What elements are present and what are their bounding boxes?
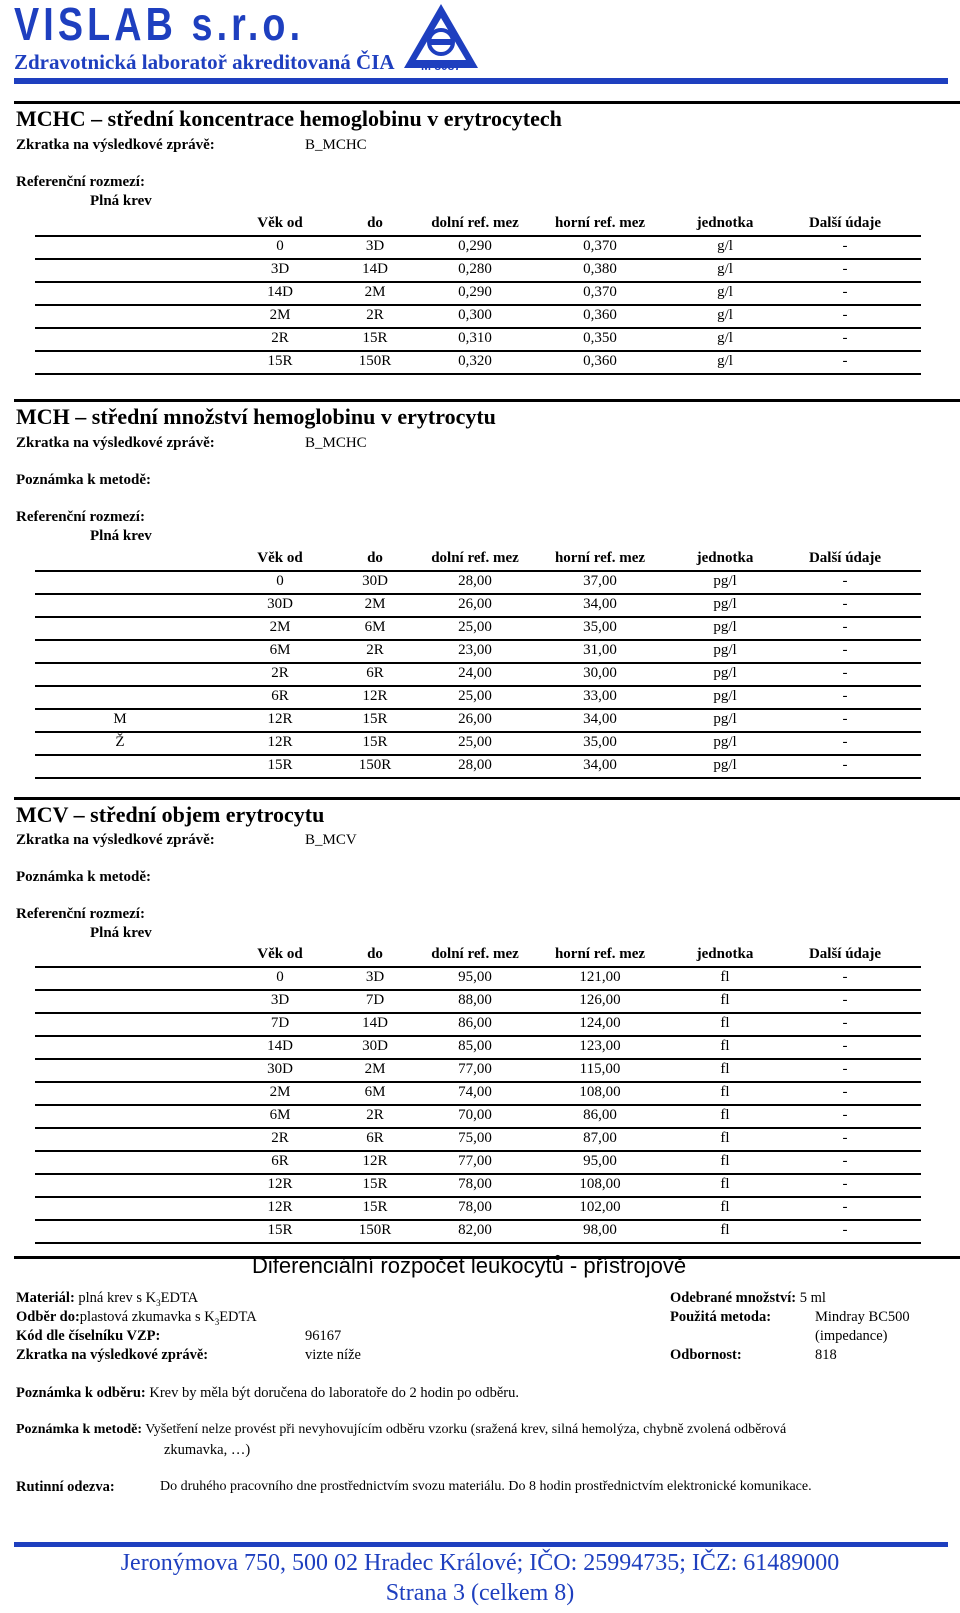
diff-collection-note-text: Krev by měla být doručena do laboratoře do 2 hodin po odběru. (149, 1385, 519, 1401)
table-row (35, 1129, 921, 1152)
table-cell: 0 (276, 238, 284, 254)
table-cell: 0,360 (583, 353, 617, 369)
table-cell: 34,00 (583, 757, 617, 773)
table-cell: 2M (364, 1061, 386, 1077)
column-header: Věk od (257, 215, 303, 231)
table-cell: 126,00 (579, 992, 621, 1008)
mch-title: MCH – střední množství hemoglobinu v erytrocytu (16, 404, 496, 429)
footer-page-number: Strana 3 (celkem 8) (385, 1580, 575, 1606)
table-cell: - (842, 330, 848, 346)
table-cell: g/l (717, 238, 733, 254)
diff-method-note (16, 1422, 786, 1438)
table-cell: 15R (362, 1176, 388, 1192)
diff-collection-value: plastová zkumavka s $K_3EDTA$ (79, 1309, 257, 1327)
table-cell: 15R (267, 1222, 293, 1238)
table-cell: - (842, 619, 848, 635)
diff-abbr-value: vizte níže (305, 1347, 361, 1363)
table-cell: pg/l (713, 734, 737, 750)
table-cell: - (842, 284, 848, 300)
table-cell: 88,00 (458, 992, 492, 1008)
diff-method-value-2: (impedance) (815, 1328, 888, 1344)
table-cell: pg/l (713, 688, 737, 704)
table-cell: fl (720, 969, 730, 985)
table-cell: fl (720, 1061, 730, 1077)
table-cell: 0,320 (458, 353, 492, 369)
table-cell: fl (720, 1176, 730, 1192)
column-header: Další údaje (808, 550, 882, 566)
table-row (35, 595, 921, 618)
table-row (35, 352, 921, 375)
diff-amount (670, 1290, 826, 1307)
table-cell: 0,300 (458, 307, 492, 323)
accreditation-code: M 8087 (421, 59, 462, 73)
table-cell: 2R (366, 307, 384, 323)
footer-address: Jeronýmova 750, 500 02 Hradec Králové; IČO: 25994735; IČZ: 61489000 (120, 1550, 840, 1576)
table-cell: fl (720, 1153, 730, 1169)
mcv-ref-table (35, 945, 921, 1244)
table-cell: 0 (276, 573, 284, 589)
table-cell: - (842, 665, 848, 681)
table-cell: 14D (267, 1038, 293, 1054)
table-cell: - (842, 992, 848, 1008)
column-header: horní ref. mez (554, 946, 646, 962)
table-cell: pg/l (713, 619, 737, 635)
table-cell: 12R (362, 688, 388, 704)
table-cell: 6R (271, 1153, 289, 1169)
table-cell: fl (720, 1015, 730, 1031)
diff-collection-note (16, 1385, 519, 1402)
table-cell: 95,00 (458, 969, 492, 985)
diff-code-label: Kód dle číselníku VZP: (16, 1328, 161, 1344)
table-cell: 85,00 (458, 1038, 492, 1054)
table-cell: 30D (267, 596, 293, 612)
table-cell: 82,00 (458, 1222, 492, 1238)
table-cell: 124,00 (579, 1015, 621, 1031)
table-cell: 0,380 (583, 261, 617, 277)
mcv-material: Plná krev (90, 925, 152, 941)
table-cell: 6R (271, 688, 289, 704)
table-cell: fl (720, 992, 730, 1008)
table-cell: 121,00 (579, 969, 621, 985)
table-cell: 2M (269, 619, 291, 635)
table-cell: 3D (365, 969, 385, 985)
column-header: dolní ref. mez (431, 215, 519, 231)
mchc-abbr-value: B_MCHC (305, 137, 367, 153)
table-cell: fl (720, 1038, 730, 1054)
table-row (35, 664, 921, 687)
table-cell: g/l (717, 353, 733, 369)
table-cell: 14D (362, 261, 388, 277)
column-header: horní ref. mez (554, 215, 646, 231)
table-cell: 0,310 (458, 330, 492, 346)
table-cell: 0,360 (583, 307, 617, 323)
table-cell: 0,370 (583, 238, 617, 254)
table-row (35, 237, 921, 260)
section-divider (14, 399, 960, 402)
column-header: horní ref. mez (554, 550, 646, 566)
diff-collection (16, 1309, 257, 1327)
table-cell: 77,00 (458, 1153, 492, 1169)
table-cell: 77,00 (458, 1061, 492, 1077)
table-cell: - (842, 353, 848, 369)
diff-collection-label: Odběr do: (16, 1309, 80, 1325)
table-row (35, 1014, 921, 1037)
table-cell: 12R (267, 734, 293, 750)
section-divider (14, 101, 960, 104)
table-row (35, 968, 921, 991)
table-cell: 24,00 (458, 665, 492, 681)
table-cell: 150R (358, 1222, 392, 1238)
table-cell: 26,00 (458, 711, 492, 727)
table-cell: pg/l (713, 642, 737, 658)
diff-response-value: Do druhého pracovního dne prostřednictvím svozu materiálu. Do 8 hodin prostřednictvím elektronické komunikace. (160, 1479, 812, 1494)
table-row (35, 641, 921, 664)
mcv-abbr-label: Zkratka na výsledkové zprávě: (16, 832, 215, 848)
table-cell: 12R (267, 1176, 293, 1192)
table-cell: fl (720, 1130, 730, 1146)
table-cell: - (842, 1130, 848, 1146)
table-cell: 6M (364, 619, 386, 635)
diff-method-note-label: Poznámka k metodě: (16, 1422, 142, 1437)
table-cell: 123,00 (579, 1038, 621, 1054)
mchc-title: MCHC – střední koncentrace hemoglobinu v erytrocytech (16, 106, 562, 131)
diff-collection-note-label: Poznámka k odběru: (16, 1385, 146, 1401)
column-header: do (367, 550, 383, 566)
table-cell: 98,00 (583, 1222, 617, 1238)
table-cell: pg/l (713, 573, 737, 589)
table-cell: 34,00 (583, 596, 617, 612)
table-cell: 87,00 (583, 1130, 617, 1146)
table-cell: 95,00 (583, 1153, 617, 1169)
table-cell: 28,00 (458, 573, 492, 589)
table-cell: 15R (362, 1199, 388, 1215)
diff-response-label: Rutinní odezva: (16, 1479, 115, 1495)
brand-name: VISLAB s.r.o. (14, 0, 305, 50)
table-cell: 15R (362, 711, 388, 727)
table-cell: 7D (270, 1015, 290, 1031)
table-cell: 3D (365, 238, 385, 254)
table-row (35, 733, 921, 756)
table-cell: 30,00 (583, 665, 617, 681)
table-cell: 102,00 (579, 1199, 621, 1215)
table-cell: 6M (269, 1107, 291, 1123)
table-cell: 23,00 (458, 642, 492, 658)
table-cell: 108,00 (579, 1176, 621, 1192)
table-row (35, 1083, 921, 1106)
table-cell: 14D (267, 284, 293, 300)
table-row (35, 1037, 921, 1060)
table-cell: 12R (267, 711, 293, 727)
table-cell: - (842, 757, 848, 773)
table-cell: 86,00 (458, 1015, 492, 1031)
diff-amount-value: 5 ml (799, 1290, 826, 1306)
table-cell: 34,00 (583, 711, 617, 727)
diff-specialty-value: 818 (815, 1347, 837, 1363)
table-cell: 6M (364, 1084, 386, 1100)
table-cell: 33,00 (583, 688, 617, 704)
table-cell: 15R (267, 353, 293, 369)
table-row (35, 1152, 921, 1175)
mch-ref-table (35, 549, 921, 779)
table-cell: - (842, 969, 848, 985)
table-cell: 30D (362, 573, 388, 589)
table-cell: - (842, 1107, 848, 1123)
table-cell: 2M (364, 284, 386, 300)
table-cell: 15R (267, 757, 293, 773)
table-cell: g/l (717, 330, 733, 346)
table-cell: - (842, 238, 848, 254)
mchc-abbr-label: Zkratka na výsledkové zprávě: (16, 137, 215, 153)
diff-material-value: plná krev s $K_3EDTA$ (78, 1290, 199, 1308)
table-cell: - (842, 711, 848, 727)
table-cell: g/l (717, 284, 733, 300)
table-cell: 3D (270, 261, 290, 277)
mchc-material: Plná krev (90, 193, 152, 209)
table-cell: - (842, 1038, 848, 1054)
diff-material-label: Materiál: (16, 1290, 75, 1306)
diff-code-value: 96167 (305, 1328, 342, 1344)
table-row (35, 572, 921, 595)
table-cell: 30D (267, 1061, 293, 1077)
table-cell: 15R (362, 734, 388, 750)
table-cell: 3D (270, 992, 290, 1008)
table-cell: 75,00 (458, 1130, 492, 1146)
column-header: do (367, 946, 383, 962)
table-row (35, 329, 921, 352)
table-cell: - (842, 1084, 848, 1100)
table-cell: 26,00 (458, 596, 492, 612)
table-cell: 2R (271, 330, 289, 346)
table-cell: - (842, 642, 848, 658)
mchc-ref-label: Referenční rozmezí: (16, 174, 145, 190)
table-cell: 86,00 (583, 1107, 617, 1123)
table-cell: - (842, 1061, 848, 1077)
table-cell: - (842, 596, 848, 612)
table-cell: 0,350 (583, 330, 617, 346)
table-row (35, 618, 921, 641)
table-cell: fl (720, 1222, 730, 1238)
diff-abbr-label: Zkratka na výsledkové zprávě: (16, 1347, 209, 1363)
column-header: dolní ref. mez (431, 946, 519, 962)
diff-title: Diferenciální rozpočet leukocytů - přístrojově (252, 1253, 687, 1278)
table-cell: pg/l (713, 596, 737, 612)
table-cell: 115,00 (579, 1061, 621, 1077)
mch-abbr-label: Zkratka na výsledkové zprávě: (16, 435, 215, 451)
table-cell: g/l (717, 307, 733, 323)
table-cell: 0,290 (458, 284, 492, 300)
table-cell: - (842, 573, 848, 589)
table-cell: 31,00 (583, 642, 617, 658)
table-cell: 0,370 (583, 284, 617, 300)
table-cell: 25,00 (458, 619, 492, 635)
table-header-row (35, 945, 921, 968)
column-header: Další údaje (808, 946, 882, 962)
table-cell: 2R (366, 642, 384, 658)
table-cell: 25,00 (458, 734, 492, 750)
table-cell: 12R (362, 1153, 388, 1169)
column-header: dolní ref. mez (431, 550, 519, 566)
diff-method-label: Použitá metoda: (670, 1309, 772, 1325)
footer-divider (14, 1542, 948, 1547)
table-row (35, 306, 921, 329)
table-row (35, 687, 921, 710)
diff-method-note-text: Vyšetření nelze provést při nevyhovujícím odběru vzorku (sražená krev, silná hemolýza, chybně zvolená odběrová (145, 1422, 787, 1437)
table-cell: fl (720, 1199, 730, 1215)
table-cell: 2M (269, 307, 291, 323)
table-cell: 150R (358, 757, 392, 773)
diff-method-note-text-2: zkumavka, …) (164, 1442, 251, 1458)
table-cell: - (842, 1176, 848, 1192)
table-cell: 12R (267, 1199, 293, 1215)
table-row (35, 1106, 921, 1129)
brand-subtitle: Zdravotnická laboratoř akreditovaná ČIA (14, 50, 395, 74)
table-cell: 14D (362, 1015, 388, 1031)
column-header: jednotka (696, 550, 754, 566)
table-cell: fl (720, 1084, 730, 1100)
mcv-title: MCV – střední objem erytrocytu (16, 802, 325, 827)
table-cell: 0 (276, 969, 284, 985)
table-cell: 70,00 (458, 1107, 492, 1123)
table-cell: 0,280 (458, 261, 492, 277)
diff-specialty-label: Odbornost: (670, 1347, 742, 1363)
mch-material: Plná krev (90, 528, 152, 544)
table-cell: - (842, 734, 848, 750)
table-cell: - (842, 307, 848, 323)
column-header: Další údaje (808, 215, 882, 231)
table-cell: pg/l (713, 665, 737, 681)
table-cell: 15R (362, 330, 388, 346)
table-cell: 25,00 (458, 688, 492, 704)
table-cell: 7D (365, 992, 385, 1008)
mcv-abbr-value: B_MCV (305, 832, 357, 848)
table-cell: 0,290 (458, 238, 492, 254)
table-cell: - (842, 261, 848, 277)
table-row (35, 283, 921, 306)
table-cell: 2M (364, 596, 386, 612)
table-cell: 2R (366, 1107, 384, 1123)
table-cell: 2R (271, 665, 289, 681)
table-cell: 78,00 (458, 1199, 492, 1215)
table-cell: 37,00 (583, 573, 617, 589)
table-cell: 2M (269, 1084, 291, 1100)
table-cell: Ž (115, 734, 125, 750)
table-cell: 30D (362, 1038, 388, 1054)
section-divider (14, 797, 960, 800)
table-cell: 6R (366, 1130, 384, 1146)
table-cell: 74,00 (458, 1084, 492, 1100)
table-cell: g/l (717, 261, 733, 277)
table-row (35, 991, 921, 1014)
table-cell: - (842, 1199, 848, 1215)
table-row (35, 710, 921, 733)
table-header-row (35, 549, 921, 572)
table-row (35, 260, 921, 283)
table-cell: 6R (366, 665, 384, 681)
table-cell: pg/l (713, 757, 737, 773)
table-cell: 6M (269, 642, 291, 658)
table-row (35, 1175, 921, 1198)
header-divider (14, 78, 948, 84)
diff-method-value: Mindray BC500 (815, 1309, 910, 1325)
column-header: jednotka (696, 946, 754, 962)
table-row (35, 1221, 921, 1244)
table-cell: 28,00 (458, 757, 492, 773)
table-cell: 150R (358, 353, 392, 369)
mcv-note-label: Poznámka k metodě: (16, 869, 151, 885)
table-row (35, 1198, 921, 1221)
diff-amount-label: Odebrané množství: (670, 1290, 797, 1306)
table-cell: fl (720, 1107, 730, 1123)
table-cell: 78,00 (458, 1176, 492, 1192)
table-cell: 108,00 (579, 1084, 621, 1100)
mch-abbr-value: B_MCHC (305, 435, 367, 451)
table-row (35, 756, 921, 779)
table-cell: 35,00 (583, 734, 617, 750)
column-header: do (367, 215, 383, 231)
table-row (35, 1060, 921, 1083)
mcv-ref-label: Referenční rozmezí: (16, 906, 145, 922)
table-cell: - (842, 688, 848, 704)
table-cell: - (842, 1153, 848, 1169)
table-header-row (35, 214, 921, 237)
table-cell: pg/l (713, 711, 737, 727)
table-cell: 2R (271, 1130, 289, 1146)
column-header: Věk od (257, 946, 303, 962)
table-cell: M (113, 711, 127, 727)
diff-material (16, 1290, 198, 1308)
table-cell: 35,00 (583, 619, 617, 635)
column-header: Věk od (257, 550, 303, 566)
mchc-ref-table (35, 214, 921, 375)
column-header: jednotka (696, 215, 754, 231)
table-cell: - (842, 1222, 848, 1238)
table-cell: - (842, 1015, 848, 1031)
mch-note-label: Poznámka k metodě: (16, 472, 151, 488)
mch-ref-label: Referenční rozmezí: (16, 509, 145, 525)
